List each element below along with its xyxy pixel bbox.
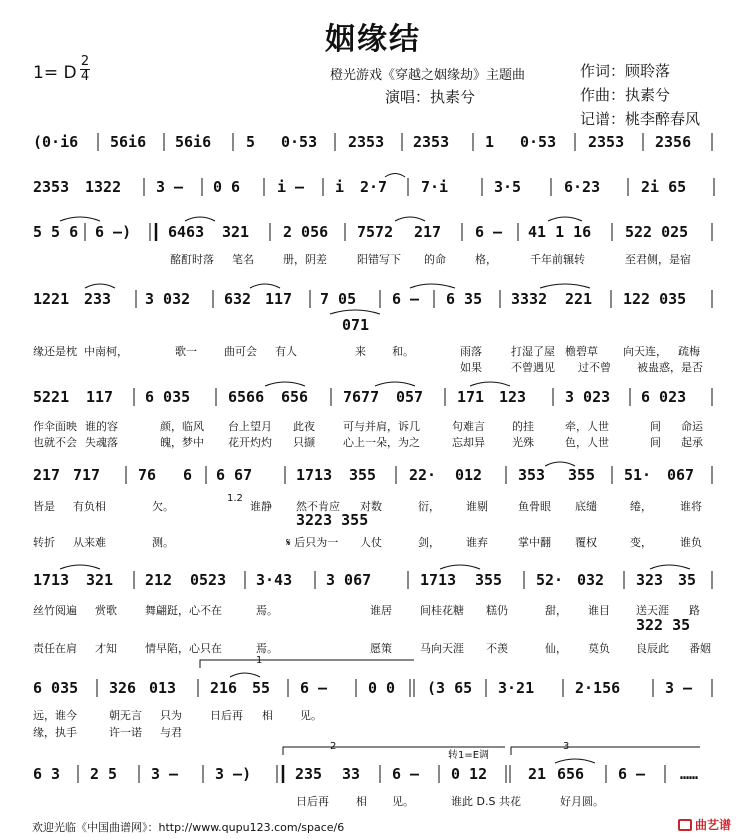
note-group: 2353: [588, 133, 625, 151]
slur: [330, 310, 380, 314]
slur: [555, 759, 595, 763]
alt-note-group: 322 35: [636, 616, 691, 634]
slur: [85, 284, 115, 288]
lyric: 愿策: [370, 642, 392, 655]
slur: [540, 284, 590, 288]
note-group: 3 –: [151, 765, 179, 783]
lyric: 心上一朵，为之: [343, 436, 420, 449]
note-group: 123: [499, 388, 527, 406]
note-group: 76: [138, 466, 157, 484]
note-group: 3 –: [156, 178, 184, 196]
note-group: i: [335, 178, 345, 196]
slur: [385, 174, 405, 178]
note-group: 6 –): [95, 223, 132, 241]
note-group: 632: [224, 290, 252, 308]
lyric: 番姻: [689, 642, 711, 655]
lyric: 掌中翻: [518, 536, 551, 549]
slur: [410, 284, 455, 288]
note-group: 3 023: [565, 388, 611, 406]
note-group: 6 035: [33, 679, 79, 697]
lyric: 焉。: [256, 642, 278, 655]
composer-credit: 作曲：执素兮: [580, 86, 671, 104]
note-group: 355: [349, 466, 377, 484]
note-group: 057: [396, 388, 424, 406]
repeat-sign-label: 1.2: [227, 493, 243, 504]
note-group: 321: [86, 571, 114, 589]
note-group: 3 –): [215, 765, 252, 783]
lyric: 缘，执手: [33, 726, 77, 739]
lyric: 可与并肩，诉几: [343, 420, 420, 433]
volta-2-label: 2: [330, 741, 337, 752]
modulation-marking: 转1=E调: [448, 750, 490, 761]
note-group: 6: [183, 466, 193, 484]
lyric: 欠。: [152, 500, 174, 513]
subtitle: 橙光游戏《穿越之姻缘劫》主题曲: [330, 68, 526, 83]
lyric: 赏歌: [95, 604, 117, 617]
note-group: 032: [577, 571, 605, 589]
note-group: 6 35: [446, 290, 483, 308]
note-group: 656: [281, 388, 309, 406]
note-group: 0 0: [368, 679, 396, 697]
lyric: 鱼骨眼: [518, 500, 551, 513]
note-group: 6·23: [564, 178, 601, 196]
volta-1-label: 1: [256, 655, 263, 666]
note-group: 2 5: [90, 765, 118, 783]
lyric: 中南柯，: [84, 345, 128, 358]
lyric: 作伞面映: [33, 420, 77, 433]
lyric: 许一诺: [109, 726, 142, 739]
song-title: 姻缘结: [325, 22, 421, 57]
note-group: 2·7: [360, 178, 388, 196]
lyric: 向天连，: [623, 345, 667, 358]
lyric: 不曾遇见: [511, 361, 555, 374]
lyric: 测。: [152, 536, 174, 549]
lyric: 远，谁今: [33, 709, 77, 722]
note-group: 353: [518, 466, 546, 484]
note-group: 355: [475, 571, 503, 589]
note-group: 0 12: [451, 765, 488, 783]
lyric: 莫负: [588, 642, 610, 655]
lyric: 和。: [392, 345, 414, 358]
slur: [440, 565, 480, 569]
note-group: 216: [210, 679, 238, 697]
slur: [265, 382, 305, 386]
note-group: 3 067: [326, 571, 372, 589]
transcriber-credit: 记谱：桃李醉春风: [580, 110, 701, 128]
lyric: 光殊: [512, 436, 534, 449]
lyric: 檐碧草: [565, 345, 598, 358]
note-group: 2353: [348, 133, 385, 151]
lyricist-credit: 作词：顾聆落: [580, 62, 671, 80]
volta-bracket-3: [511, 747, 700, 755]
lyric: 谁负: [680, 536, 702, 549]
note-group: 6463: [168, 223, 205, 241]
note-group: 21: [528, 765, 547, 783]
lyric: 酩酊时落: [170, 253, 214, 266]
note-group: 2·156: [575, 679, 621, 697]
lyric: 责任在肩: [33, 642, 77, 655]
note-group: 013: [149, 679, 177, 697]
lyric: 谁此 D.S 共花: [451, 795, 521, 808]
note-group: 326: [109, 679, 137, 697]
lyric: 谁目: [588, 604, 610, 617]
lyric: 剑，: [418, 536, 440, 549]
note-group: 217: [33, 466, 61, 484]
lyric: 命运: [681, 420, 703, 433]
logo-icon: [678, 819, 692, 831]
lyric: 起承: [681, 436, 703, 449]
note-group: 321: [222, 223, 250, 241]
lyric: 然不肯应: [296, 500, 340, 513]
lyric: 格，: [475, 253, 497, 266]
lyric: 句难言: [452, 420, 485, 433]
lyric: 衍，: [418, 500, 440, 513]
note-group: 0·53: [281, 133, 318, 151]
lyric: 雨落: [460, 345, 482, 358]
note-group: 1: [485, 133, 495, 151]
note-group: 35: [678, 571, 697, 589]
note-group: i –: [277, 178, 305, 196]
lyric: 花开灼灼: [228, 436, 272, 449]
lyric: 谁将: [680, 500, 702, 513]
note-group: 217: [414, 223, 442, 241]
lyric: 马向天涯: [420, 642, 464, 655]
lyric: 甜，: [545, 604, 567, 617]
note-group: (0·i6: [33, 133, 79, 151]
lyric: 好月圆。: [560, 795, 604, 808]
lyric: 谁居: [370, 604, 392, 617]
lyric: 日后再: [296, 795, 329, 808]
lyric: 见。: [300, 709, 322, 722]
note-group: 012: [455, 466, 483, 484]
site-welcome-footer: 欢迎光临《中国曲谱网》：http://www.qupu123.com/space/6: [32, 821, 345, 834]
lyric: 打湿了屋: [511, 345, 555, 358]
lyric: 与君: [160, 726, 182, 739]
lyric: 至君侧，是宿: [625, 253, 691, 266]
lyric: 来: [355, 345, 366, 358]
lyric: 谁静: [250, 500, 272, 513]
note-group: 7677: [343, 388, 380, 406]
slur: [545, 462, 575, 466]
lyric: 间: [650, 420, 661, 433]
note-group: 55: [252, 679, 271, 697]
note-group: 221: [565, 290, 593, 308]
note-group: 171: [457, 388, 485, 406]
note-group: 117: [86, 388, 114, 406]
lyric: 的挂: [512, 420, 534, 433]
lyric: 底缱: [575, 500, 597, 513]
slur: [250, 284, 280, 288]
lyric: 歌一: [175, 345, 197, 358]
note-group: 6 023: [641, 388, 687, 406]
lyric: 颜，临风: [160, 420, 204, 433]
note-group: 52·: [536, 571, 564, 589]
slur: [375, 382, 415, 386]
lyric: 良辰此: [636, 642, 669, 655]
slur: [395, 217, 425, 221]
lyric: 𝄋 后只为一: [286, 536, 339, 549]
lyric: 仙，: [545, 642, 567, 655]
alt-note-group: 071: [342, 316, 370, 334]
slur: [230, 673, 260, 677]
note-group: 1221: [33, 290, 70, 308]
note-group: 3·21: [498, 679, 535, 697]
note-group: 3 –: [665, 679, 693, 697]
note-group: 1322: [85, 178, 122, 196]
lyric: 牵，人世: [565, 420, 609, 433]
site-logo: [678, 816, 731, 833]
note-group: 0523: [190, 571, 227, 589]
lyric: 色，人世: [565, 436, 609, 449]
slur: [185, 217, 215, 221]
lyric: 见。: [392, 795, 414, 808]
lyric: 糕仍: [486, 604, 508, 617]
slur: [548, 217, 582, 221]
note-group: 33: [342, 765, 361, 783]
lyric: 有负相: [73, 500, 106, 513]
note-group: ……: [680, 765, 699, 783]
note-group: 067: [667, 466, 695, 484]
lyric: 笔名: [232, 253, 254, 266]
lyric: 的命: [424, 253, 446, 266]
note-group: 5 5 6: [33, 223, 79, 241]
note-group: 7 05: [320, 290, 357, 308]
lyric: 册，阴差: [283, 253, 327, 266]
note-group: 717: [73, 466, 101, 484]
note-group: 1713: [420, 571, 457, 589]
lyric: 缘还是枕: [33, 345, 77, 358]
note-group: 6566: [228, 388, 265, 406]
note-group: 22·: [409, 466, 437, 484]
lyric: 日后再: [210, 709, 243, 722]
lyric: 魄，梦中: [160, 436, 204, 449]
note-group: 0·53: [520, 133, 557, 151]
slur: [60, 217, 100, 221]
lyric: 从来难: [73, 536, 106, 549]
note-group: 522 025: [625, 223, 689, 241]
lyric: 转折: [33, 536, 55, 549]
lyric: 路: [689, 604, 700, 617]
note-group: (3 65: [427, 679, 473, 697]
lyric: 变，: [630, 536, 652, 549]
note-group: 6 –: [475, 223, 503, 241]
volta-3-label: 3: [563, 741, 570, 752]
note-group: 212: [145, 571, 173, 589]
note-group: 3·43: [256, 571, 293, 589]
lyric: 被蛊惑，是否: [637, 361, 703, 374]
lyric: 绻，: [630, 500, 652, 513]
note-group: 7572: [357, 223, 394, 241]
note-group: 51·: [624, 466, 652, 484]
lyric: 舞翩跹，心不在: [145, 604, 222, 617]
note-group: 6 –: [392, 765, 420, 783]
lyric: 相: [356, 795, 367, 808]
lyric: 忘却异: [452, 436, 485, 449]
lyric: 过不曾: [578, 361, 611, 374]
note-group: 56i6: [110, 133, 147, 151]
note-group: 3332: [511, 290, 548, 308]
lyric: 情早陷，心只在: [145, 642, 222, 655]
lyric: 丝竹阅遍: [33, 604, 77, 617]
note-group: 6 –: [392, 290, 420, 308]
note-group: 656: [557, 765, 585, 783]
key-signature: 1= D: [33, 63, 77, 83]
lyric: 曲可会: [224, 345, 257, 358]
volta-bracket-1: [200, 660, 414, 668]
lyric: 有人: [275, 345, 297, 358]
lyric: 疏梅: [678, 345, 700, 358]
note-group: 0 6: [213, 178, 241, 196]
meter-top: 2: [80, 54, 90, 69]
note-group: 3 032: [145, 290, 191, 308]
note-group: 355: [568, 466, 596, 484]
lyric: 此夜: [293, 420, 315, 433]
note-group: 56i6: [175, 133, 212, 151]
note-group: 2353: [33, 178, 70, 196]
note-group: 6 –: [300, 679, 328, 697]
note-group: 122 035: [623, 290, 687, 308]
note-group: 233: [84, 290, 112, 308]
singer-credit: 演唱：执素兮: [385, 88, 476, 106]
slur: [60, 565, 100, 569]
lyric: 朝无言: [109, 709, 142, 722]
note-group: 5221: [33, 388, 70, 406]
lyric: 间: [650, 436, 661, 449]
note-group: 7·i: [421, 178, 449, 196]
lyric: 焉。: [256, 604, 278, 617]
note-group: 2 056: [283, 223, 329, 241]
lyric: 间桂花糖: [420, 604, 464, 617]
note-group: 6 035: [145, 388, 191, 406]
lyric: 人仗: [360, 536, 382, 549]
note-group: 323: [636, 571, 664, 589]
lyric: 如果: [460, 361, 482, 374]
lyric: 谁弃: [466, 536, 488, 549]
lyric: 对数: [360, 500, 382, 513]
lyric: 只撷: [293, 436, 315, 449]
lyric: 台上望月: [228, 420, 272, 433]
note-group: 2i 65: [641, 178, 687, 196]
note-group: 5: [246, 133, 256, 151]
note-group: 6 67: [216, 466, 253, 484]
note-group: 6 –: [618, 765, 646, 783]
lyric: 千年前辗转: [530, 253, 585, 266]
note-group: 3·5: [494, 178, 522, 196]
meter-bottom: 4: [80, 69, 90, 84]
note-group: 2356: [655, 133, 692, 151]
lyric: 才知: [95, 642, 117, 655]
lyric: 也就不会: [33, 436, 77, 449]
slur: [650, 565, 690, 569]
volta-bracket-2: [283, 747, 505, 755]
lyric: 不羡: [486, 642, 508, 655]
note-group: 1713: [296, 466, 333, 484]
logo-text: 曲艺谱: [695, 818, 732, 832]
lyric: 相: [262, 709, 273, 722]
lyric: 谁剔: [466, 500, 488, 513]
slur: [470, 382, 510, 386]
note-group: 2353: [413, 133, 450, 151]
note-group: 41 1 16: [528, 223, 592, 241]
lyric: 送天涯: [636, 604, 669, 617]
lyric: 只为: [160, 709, 182, 722]
note-group: 235: [295, 765, 323, 783]
note-group: 6 3: [33, 765, 61, 783]
lyric: 失魂落: [85, 436, 118, 449]
lyric: 覆权: [575, 536, 597, 549]
note-group: 1713: [33, 571, 70, 589]
lyric: 皆是: [33, 500, 55, 513]
lyric: 谁的容: [85, 420, 118, 433]
note-group: 117: [265, 290, 293, 308]
alt-note-group: 3223 355: [296, 511, 369, 529]
lyric: 阳错写下: [357, 253, 401, 266]
